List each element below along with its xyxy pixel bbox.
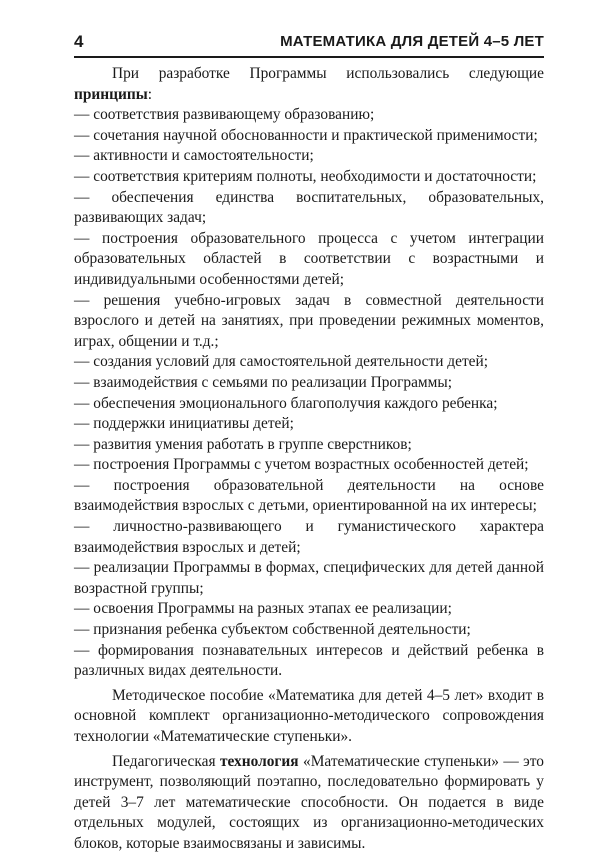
page-header	[74, 26, 544, 58]
principle-text: освоения Программы на разных этапах ее реализации;	[93, 600, 452, 618]
principle-item	[74, 517, 544, 558]
list-dash: —	[74, 229, 102, 247]
principle-item	[74, 291, 544, 353]
list-dash: —	[74, 435, 94, 453]
principle-text: соответствия развивающему образованию;	[93, 106, 375, 124]
principle-text: развития умения работать в группе сверстников;	[93, 435, 412, 453]
principle-item	[74, 414, 544, 435]
page-body	[74, 64, 544, 855]
list-dash: —	[74, 476, 114, 494]
principle-text: признания ребенка субъектом собственной деятельности;	[93, 621, 471, 639]
principles-intro	[74, 64, 544, 105]
principle-text: сочетания научной обоснованности и практической применимости;	[93, 126, 538, 144]
intro-colon: :	[147, 85, 153, 103]
list-dash: —	[74, 106, 94, 124]
list-dash: —	[74, 600, 94, 618]
principle-text: личностно-развивающего и гуманистического характера взаимодействия взрослых и детей;	[74, 518, 544, 556]
principle-text: активности и самостоятельности;	[93, 147, 314, 165]
intro-text: При разработке Программы использовались следующие	[112, 65, 544, 82]
principle-item	[74, 105, 544, 126]
principle-text: реализации Программы в формах, специфических для детей данной возрастной группы;	[74, 559, 544, 597]
paragraph-manual: Методическое пособие «Математика для детей 4–5 лет» входит в основной комплект организационно-методического сопровождения технологии «Математические ступеньки».	[74, 686, 544, 745]
principle-item	[74, 558, 544, 599]
principle-text: обеспечения эмоционального благополучия каждого ребенка;	[93, 394, 498, 412]
principle-text: формирования познавательных интересов и действий ребенка в различных видах деятельности.	[74, 641, 544, 680]
technology-bold-term: технология	[219, 752, 299, 770]
technology-text-rest: «Математические ступеньки» — это инструмент, позволяющий поэтапно, последовательно формировать у детей 3–7 лет математические способности. Он подается в виде отдельных модулей, состоящих из организационно-методических блоков, которые взаимосвязаны и зависимы.	[74, 752, 544, 852]
principle-text: решения учебно-игровых задач в совместной деятельности взрослого и детей на занятиях, при проведении режимных моментов, играх, общении и т.д.;	[74, 291, 544, 350]
principles-list	[74, 105, 544, 682]
principle-item	[74, 476, 544, 517]
principle-item	[74, 167, 544, 188]
list-dash: —	[74, 415, 94, 433]
principle-item	[74, 394, 544, 415]
paragraph-technology	[74, 752, 544, 855]
principle-item	[74, 373, 544, 394]
list-dash: —	[74, 291, 104, 309]
principle-item	[74, 146, 544, 167]
principle-item	[74, 455, 544, 476]
list-dash: —	[74, 621, 94, 639]
principle-text: построения образовательного процесса с учетом интеграции образовательных областей в соответствии с возрастными и индивидуальными особенностями детей;	[74, 229, 544, 288]
principle-item	[74, 229, 544, 291]
list-dash: —	[74, 147, 94, 165]
list-dash: —	[74, 126, 94, 144]
principle-item	[74, 599, 544, 620]
list-dash: —	[74, 559, 94, 577]
principle-item	[74, 188, 544, 229]
principle-text: поддержки инициативы детей;	[93, 415, 294, 433]
list-dash: —	[74, 353, 94, 371]
list-dash: —	[74, 167, 94, 185]
principle-text: создания условий для самостоятельной деятельности детей;	[93, 353, 489, 371]
list-dash: —	[74, 641, 98, 659]
list-dash: —	[74, 456, 94, 474]
principle-item	[74, 641, 544, 682]
technology-text-start: Педагогическая	[112, 752, 220, 770]
list-dash: —	[74, 394, 94, 412]
list-dash: —	[74, 518, 114, 536]
intro-bold-term: принципы	[74, 85, 148, 103]
page-number: 4	[74, 32, 84, 51]
running-title: МАТЕМАТИКА ДЛЯ ДЕТЕЙ 4–5 ЛЕТ	[280, 33, 544, 50]
principle-item	[74, 435, 544, 456]
principle-text: соответствия критериям полноты, необходимости и достаточности;	[93, 167, 537, 185]
principle-item	[74, 620, 544, 641]
principle-text: обеспечения единства воспитательных, образовательных, развивающих задач;	[74, 188, 544, 227]
principle-text: взаимодействия с семьями по реализации Программы;	[93, 373, 453, 391]
principle-text: построения Программы с учетом возрастных особенностей детей;	[93, 456, 529, 474]
list-dash: —	[74, 373, 94, 391]
principle-item	[74, 126, 544, 147]
principle-text: построения образовательной деятельности на основе взаимодействия взрослых с детьми, ориентированной на их интересы;	[74, 476, 544, 515]
list-dash: —	[74, 188, 112, 206]
principle-item	[74, 352, 544, 373]
